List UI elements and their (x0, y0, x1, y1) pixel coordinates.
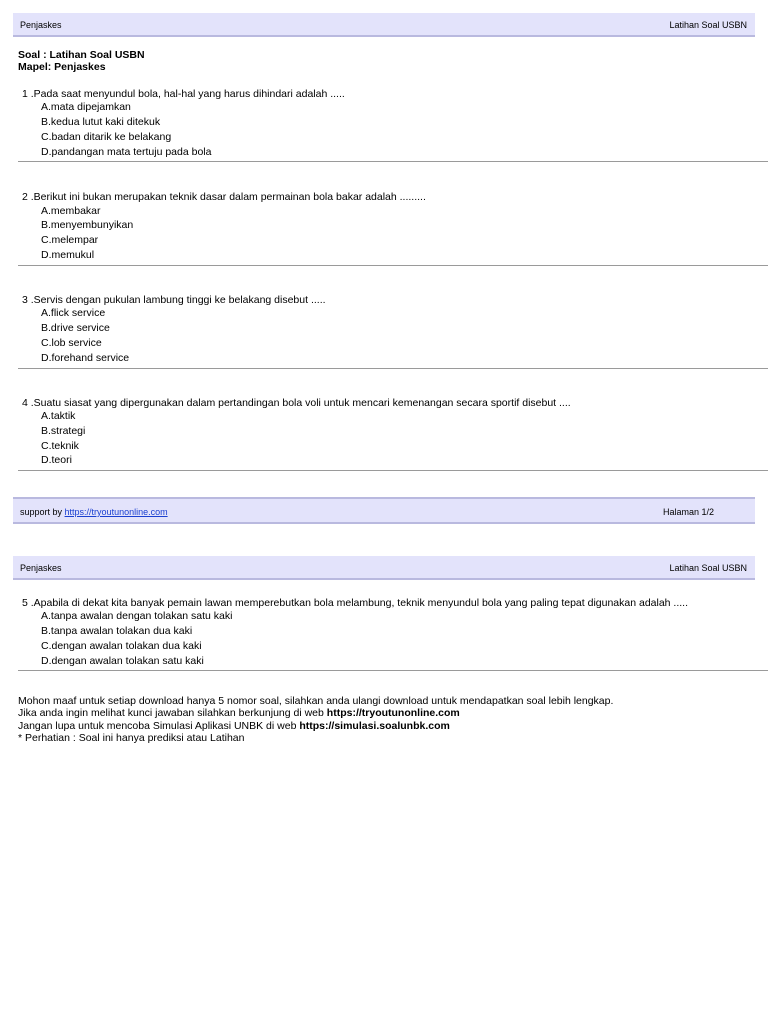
option-d: D.forehand service (41, 352, 130, 364)
answer-key-text: Jika anda ingin melihat kunci jawaban silahkan berkunjung di web (18, 707, 324, 720)
question-stem: 5 .Apabila di dekat kita banyak pemain lawan memperebutkan bola melambung, teknik menyundul bola yang paling tepat digunakan adalah ..... (22, 597, 689, 609)
option-d: D.dengan awalan tolakan satu kaki (41, 655, 204, 667)
download-notes (18, 695, 613, 744)
option-a: A.taktik (41, 410, 76, 422)
support-prefix: support by (20, 507, 63, 517)
simulation-url: https://simulasi.soalunbk.com (299, 719, 450, 732)
simulation-text: Jangan lupa untuk mencoba Simulasi Aplikasi UNBK di web (18, 719, 297, 732)
divider (18, 368, 768, 369)
option-d: D.pandangan mata tertuju pada bola (41, 146, 212, 158)
support-link[interactable]: https://tryoutunonline.com (64, 507, 168, 517)
option-b: B.strategi (41, 425, 86, 437)
header-exam-title: Latihan Soal USBN (669, 20, 747, 30)
divider (18, 161, 768, 162)
option-b: B.menyembunyikan (41, 219, 134, 231)
notes-line-4: * Perhatian : Soal ini hanya prediksi atau Latihan (18, 731, 245, 744)
option-c: C.badan ditarik ke belakang (41, 131, 172, 143)
option-d: D.teori (41, 454, 72, 466)
notes-line-2 (18, 707, 613, 719)
question-stem: 2 .Berikut ini bukan merupakan teknik dasar dalam permainan bola bakar adalah ......... (22, 191, 426, 203)
option-a: A.flick service (41, 307, 106, 319)
option-c: C.teknik (41, 440, 79, 452)
notes-line-1: Mohon maaf untuk setiap download hanya 5 nomor soal, silahkan anda ulangi download untuk mendapatkan soal lebih lengkap. (18, 695, 614, 707)
document-subject: Mapel: Penjaskes (18, 61, 106, 73)
page-number: Halaman 1/2 (663, 507, 715, 517)
option-d: D.memukul (41, 249, 95, 261)
option-c: C.melempar (41, 234, 99, 246)
support-credit (20, 507, 168, 517)
divider (18, 265, 768, 266)
divider (18, 470, 768, 471)
option-a: A.mata dipejamkan (41, 101, 131, 113)
page1-footer-bar (13, 497, 755, 524)
option-c: C.lob service (41, 337, 102, 349)
answer-key-url: https://tryoutunonline.com (326, 707, 460, 720)
notes-line-3 (18, 720, 613, 732)
question-stem: 1 .Pada saat menyundul bola, hal-hal yang harus dihindari adalah ..... (22, 88, 345, 100)
option-b: B.drive service (41, 322, 110, 334)
question-stem: 4 .Suatu siasat yang dipergunakan dalam pertandingan bola voli untuk mencari kemenangan secara sportif disebut .... (22, 397, 571, 409)
option-c: C.dengan awalan tolakan dua kaki (41, 640, 202, 652)
question-stem: 3 .Servis dengan pukulan lambung tinggi ke belakang disebut ..... (22, 294, 326, 306)
option-a: A.membakar (41, 205, 101, 217)
header-subject: Penjaskes (20, 20, 62, 30)
page1-header-bar (13, 13, 755, 37)
divider (18, 670, 768, 671)
page2-header-bar (13, 556, 755, 580)
option-b: B.tanpa awalan tolakan dua kaki (41, 625, 193, 637)
header-exam-title: Latihan Soal USBN (669, 563, 747, 573)
document-title: Soal : Latihan Soal USBN (18, 49, 145, 61)
header-subject: Penjaskes (20, 563, 62, 573)
option-b: B.kedua lutut kaki ditekuk (41, 116, 161, 128)
option-a: A.tanpa awalan dengan tolakan satu kaki (41, 610, 233, 622)
